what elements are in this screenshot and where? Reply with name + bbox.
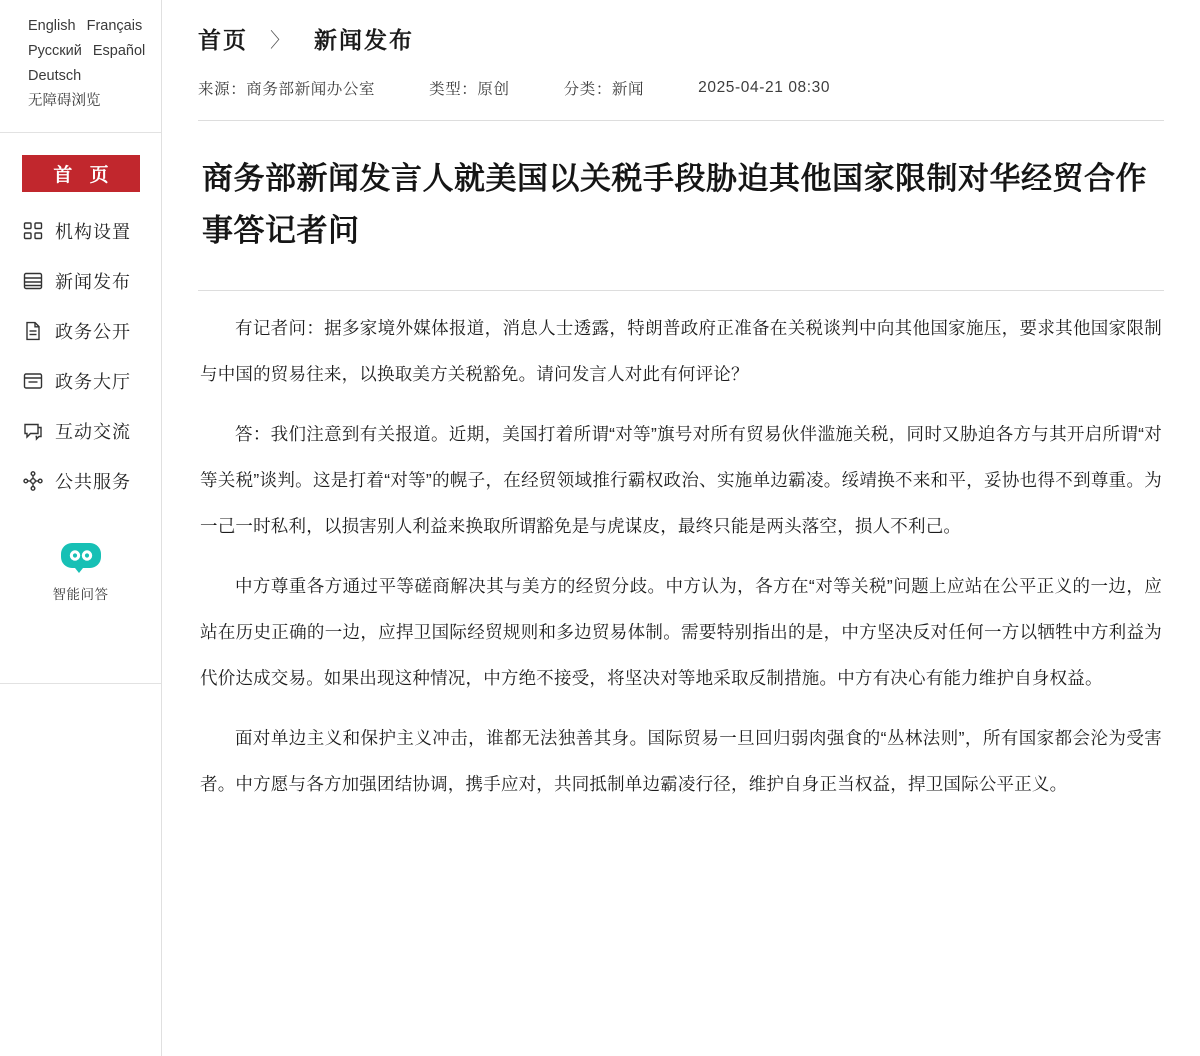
sidebar-item-service-hall-label: 政务大厅 <box>55 372 131 392</box>
smart-assistant-label: 智能问答 <box>52 587 109 602</box>
article-paragraph: 答：我们注意到有关报道。近期，美国打着所谓“对等”旗号对所有贸易伙伴滥施关税，同时又胁迫各方与其开启所谓“对等关税”谈判。这是打着“对等”的幌子，在经贸领域推行霸权政治、实施单边霸凌。绥靖换不来和平，妥协也得不到尊重。为一己一时私利，以损害别人利益来换取所谓豁免是与虎谋皮，最终只能是两头落空，损人不利己。 <box>200 424 1162 536</box>
list-icon <box>22 270 44 292</box>
breadcrumb-home[interactable]: 首页 <box>198 27 248 53</box>
sidebar-item-news-label: 新闻发布 <box>55 272 131 292</box>
sidebar-item-news[interactable] <box>0 256 161 306</box>
article-meta <box>198 77 1164 99</box>
chat-icon <box>22 420 44 442</box>
article-paragraph: 面对单边主义和保护主义冲击，谁都无法独善其身。国际贸易一旦回归弱肉强食的“丛林法则”，所有国家都会沦为受害者。中方愿与各方加强团结协调，携手应对，共同抵制单边霸凌行径，维护自身正当权益，捍卫国际公平正义。 <box>200 728 1162 794</box>
title-divider <box>198 290 1164 291</box>
sidebar-item-home-label: 首 页 <box>53 165 115 186</box>
article-paragraph: 中方尊重各方通过平等磋商解决其与美方的经贸分歧。中方认为，各方在“对等关税”问题上应站在公平正义的一边，应站在历史正确的一边，应捍卫国际经贸规则和多边贸易体制。需要特别指出的是，中方坚决反对任何一方以牺牲中方利益为代价达成交易。如果出现这种情况，中方绝不接受，将坚决对等地采取反制措施。中方有决心有能力维护自身权益。 <box>200 576 1162 688</box>
sidebar-item-organization-label: 机构设置 <box>55 222 131 242</box>
breadcrumb-current[interactable]: 新闻发布 <box>314 27 414 53</box>
sidebar-item-organization[interactable] <box>0 206 161 256</box>
window-icon <box>22 370 44 392</box>
document-icon <box>22 320 44 342</box>
sidebar-item-service-hall[interactable] <box>0 356 161 406</box>
sidebar <box>0 0 162 1056</box>
language-row-3 <box>28 64 161 89</box>
main-content <box>162 0 1200 1056</box>
meta-source: 来源：商务部新闻办公室 <box>198 81 376 98</box>
sidebar-item-government-affairs-label: 政务公开 <box>55 322 131 342</box>
article-paragraph: 有记者问：据多家境外媒体报道，消息人士透露，特朗普政府正准备在关税谈判中向其他国家施压，要求其他国家限制与中国的贸易往来，以换取美方关税豁免。请问发言人对此有何评论？ <box>200 318 1162 384</box>
sidebar-item-public-service[interactable] <box>0 456 161 506</box>
meta-divider <box>198 120 1164 121</box>
sidebar-item-interaction[interactable] <box>0 406 161 456</box>
language-switcher <box>0 0 161 124</box>
language-deutsch[interactable]: Deutsch <box>28 68 82 84</box>
sidebar-nav <box>0 133 161 506</box>
sidebar-item-home[interactable] <box>22 155 140 192</box>
robot-chat-icon <box>59 540 103 574</box>
sidebar-bottom-divider <box>0 683 161 684</box>
sidebar-item-interaction-label: 互动交流 <box>55 422 131 442</box>
grid-icon <box>22 220 44 242</box>
accessibility-browse-link[interactable]: 无障碍浏览 <box>28 93 101 109</box>
language-row-1 <box>28 14 161 39</box>
language-row-2 <box>28 39 161 64</box>
meta-datetime: 2025-04-21 08:30 <box>698 79 831 96</box>
language-francais[interactable]: Français <box>86 18 143 34</box>
meta-type: 类型：原创 <box>429 81 510 98</box>
article-body <box>198 305 1164 807</box>
meta-category: 分类：新闻 <box>563 81 645 98</box>
chevron-right-icon: 〉 <box>270 30 292 52</box>
language-russian[interactable]: Русский <box>28 43 82 59</box>
language-espanol[interactable]: Español <box>92 43 146 59</box>
share-icon <box>22 470 44 492</box>
smart-assistant-button[interactable] <box>0 540 161 603</box>
breadcrumb <box>198 0 1164 55</box>
language-row-4 <box>28 89 161 114</box>
page-title: 商务部新闻发言人就美国以关税手段胁迫其他国家限制对华经贸合作事答记者问 <box>202 161 1147 248</box>
sidebar-item-government-affairs[interactable] <box>0 306 161 356</box>
sidebar-item-public-service-label: 公共服务 <box>55 472 131 492</box>
language-english[interactable]: English <box>28 18 76 34</box>
